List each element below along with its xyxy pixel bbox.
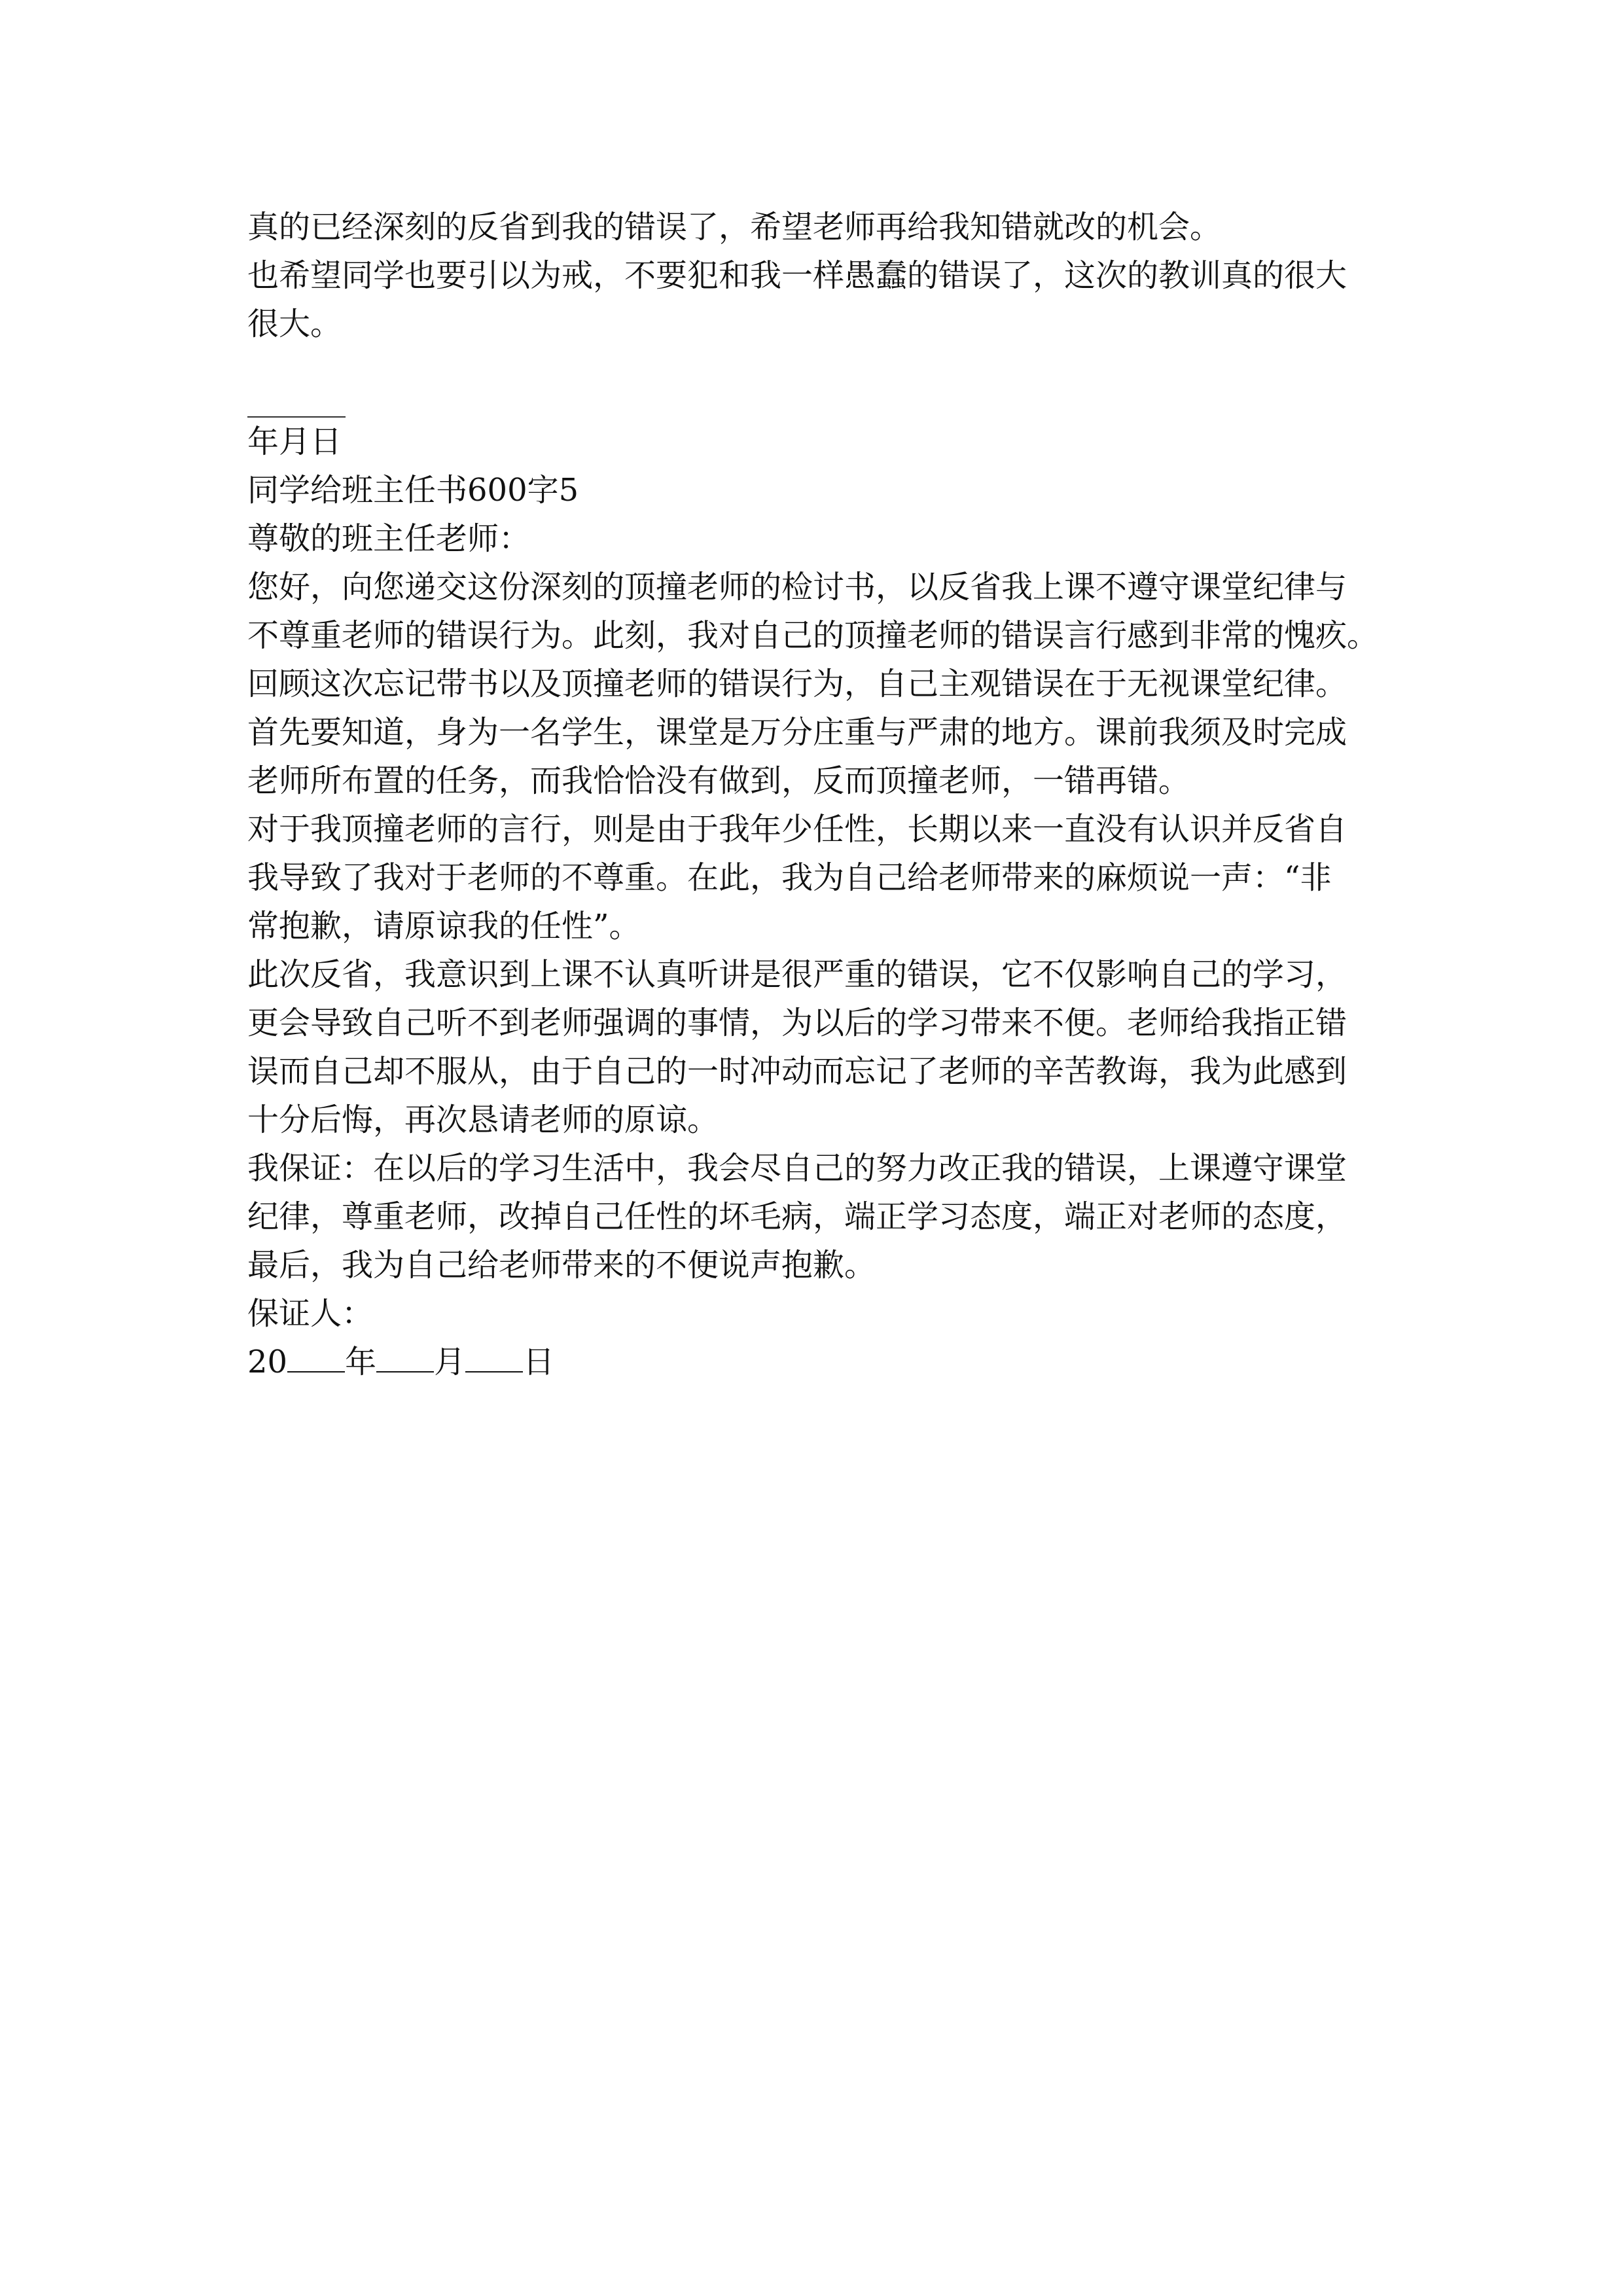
final-date	[247, 1338, 1386, 1386]
body-line: 此次反省，我意识到上课不认真听讲是很严重的错误，它不仅影响自己的学习，	[247, 956, 1347, 993]
guarantor-label: 保证人：	[247, 1295, 374, 1332]
body-line: 最后，我为自己给老师带来的不便说声抱歉。	[247, 1247, 876, 1283]
salutation: 尊敬的班主任老师：	[247, 520, 531, 557]
month-blank	[376, 1342, 434, 1372]
body-line: 您好，向您递交这份深刻的顶撞老师的检讨书，以反省我上课不遵守课堂纪律与	[247, 569, 1347, 605]
year-blank	[287, 1342, 345, 1372]
body-line: 十分后悔，再次恳请老师的原谅。	[247, 1102, 719, 1138]
text-line: 真的已经深刻的反省到我的错误了，希望老师再给我知错就改的机会。	[247, 209, 1222, 245]
day-blank	[465, 1342, 523, 1372]
month-label: 月	[434, 1344, 466, 1380]
day-label: 日	[523, 1344, 555, 1380]
year-prefix: 20	[247, 1344, 288, 1380]
document-body	[247, 203, 1386, 1386]
body-line: 不尊重老师的错误行为。此刻，我对自己的顶撞老师的错误言行感到非常的愧疚。	[247, 617, 1379, 654]
year-label: 年	[345, 1344, 377, 1380]
section-title: 同学给班主任书600字5	[247, 472, 579, 509]
body-line: 我导致了我对于老师的不尊重。在此，我为自己给老师带来的麻烦说一声：“非	[247, 859, 1332, 896]
text-line: 也希望同学也要引以为戒，不要犯和我一样愚蠢的错误了，这次的教训真的很大	[247, 257, 1347, 294]
body-line: 老师所布置的任务，而我恰恰没有做到，反而顶撞老师，一错再错。	[247, 762, 1190, 799]
body-line: 误而自己却不服从，由于自己的一时冲动而忘记了老师的辛苦教诲，我为此感到	[247, 1053, 1347, 1090]
body-line: 首先要知道，身为一名学生，课堂是万分庄重与严肃的地方。课前我须及时完成	[247, 714, 1347, 751]
body-line: 回顾这次忘记带书以及顶撞老师的错误行为，自己主观错误在于无视课堂纪律。	[247, 666, 1347, 702]
body-line: 对于我顶撞老师的言行，则是由于我年少任性，长期以来一直没有认识并反省自	[247, 811, 1347, 848]
body-line: 纪律，尊重老师，改掉自己任性的坏毛病，端正学习态度，端正对老师的态度，	[247, 1198, 1347, 1235]
text-line: 很大。	[247, 306, 342, 342]
body-line: 我保证：在以后的学习生活中，我会尽自己的努力改正我的错误，上课遵守课堂	[247, 1150, 1347, 1187]
body-line: 更会导致自己听不到老师强调的事情，为以后的学习带来不便。老师给我指正错	[247, 1005, 1347, 1041]
date-placeholder: 年月日	[247, 423, 342, 460]
body-line: 常抱歉，请原谅我的任性”。	[247, 908, 641, 944]
